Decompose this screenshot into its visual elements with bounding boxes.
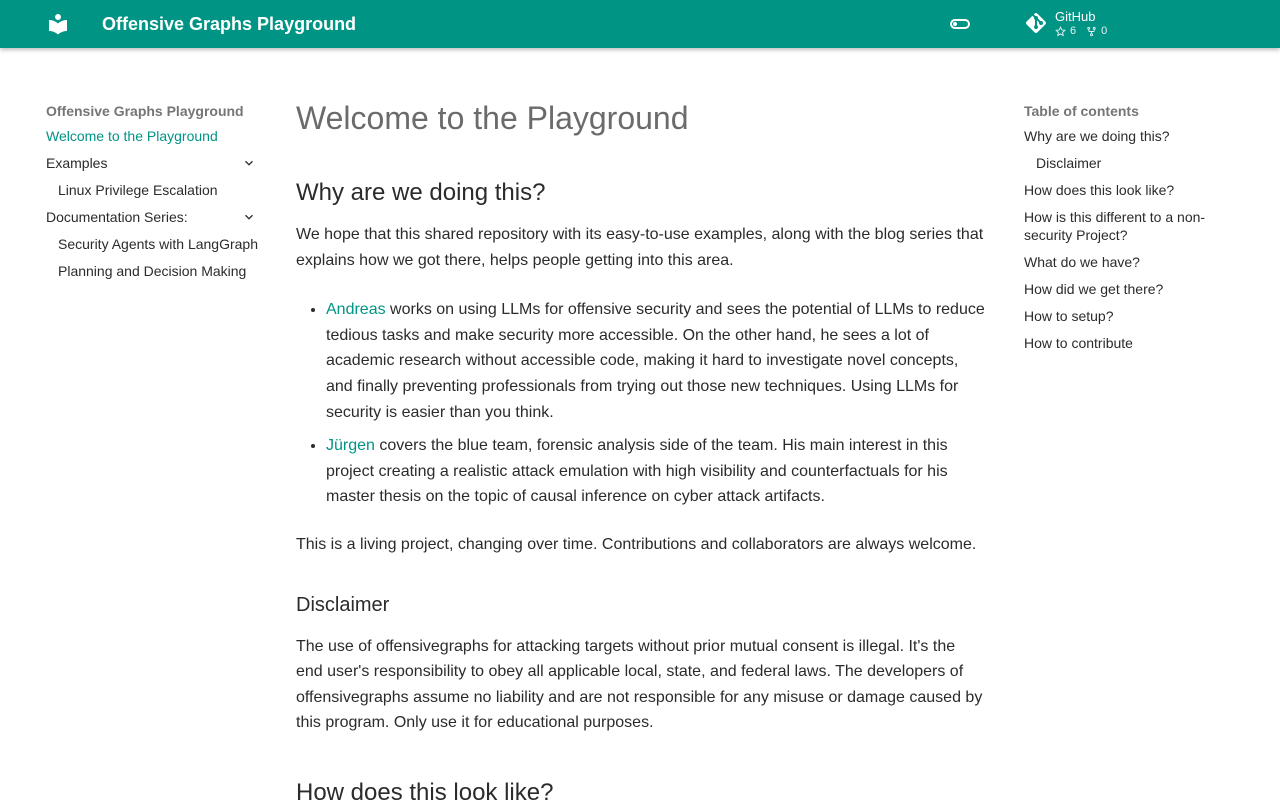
nav-item-linux-privilege-escalation[interactable] <box>46 181 258 199</box>
top-header <box>0 0 1280 48</box>
nav-item-documentation-series[interactable] <box>46 208 258 226</box>
disclaimer-heading: Disclaimer <box>296 593 390 616</box>
nav-item-label: Documentation Series: <box>46 209 188 225</box>
toc-item-disclaimer[interactable]: Disclaimer <box>1036 155 1102 171</box>
nav-item-label: Security Agents with LangGraph <box>58 236 259 252</box>
main-content <box>296 96 986 800</box>
fork-icon <box>1086 26 1097 37</box>
juergen-link[interactable]: Jürgen <box>326 437 375 455</box>
toc-item-contribute[interactable]: How to contribute <box>1024 335 1133 351</box>
nav-title: Offensive Graphs Playground <box>46 103 244 119</box>
toc-item-how-get-there[interactable]: How did we get there? <box>1024 281 1164 297</box>
repo-forks <box>1086 25 1107 38</box>
next-heading: How does this look like? <box>296 778 554 800</box>
list-item <box>326 297 986 425</box>
star-icon <box>1055 26 1066 37</box>
nav-item-label: Linux Privilege Escalation <box>58 182 218 198</box>
nav-item-planning[interactable] <box>46 262 258 280</box>
juergen-text: covers the blue team, forensic analysis side of the team. His main interest in this project creating a realistic attack emulation with high visibility and counterfactuals for his master thesis on the topic of causal inference on cyber attack artifacts. <box>326 437 948 506</box>
nav-item-label: Welcome to the Playground <box>46 128 218 144</box>
git-icon <box>1024 11 1048 35</box>
table-of-contents <box>1024 100 1234 361</box>
nav-item-security-agents[interactable] <box>46 235 258 253</box>
andreas-link[interactable]: Andreas <box>326 301 386 319</box>
nav-item-welcome[interactable] <box>46 127 258 145</box>
toc-title: Table of contents <box>1024 103 1139 119</box>
chevron-down-icon[interactable] <box>242 210 256 224</box>
toc-item-how-look[interactable]: How does this look like? <box>1024 182 1175 198</box>
book-logo-icon[interactable] <box>46 12 70 36</box>
repo-stars <box>1055 25 1076 38</box>
primary-navigation <box>46 100 258 289</box>
site-title[interactable]: Offensive Graphs Playground <box>102 14 357 34</box>
toc-item-setup[interactable]: How to setup? <box>1024 308 1114 324</box>
intro-paragraph: We hope that this shared repository with its easy-to-use examples, along with the blog series that explains how we got there, helps people getting into this area. <box>296 226 984 269</box>
nav-item-examples[interactable] <box>46 154 258 172</box>
toc-item-what-have[interactable]: What do we have? <box>1024 254 1140 270</box>
star-count: 6 <box>1070 25 1077 37</box>
repo-name: GitHub <box>1055 9 1096 24</box>
fork-count: 0 <box>1101 25 1108 37</box>
toc-item-why[interactable]: Why are we doing this? <box>1024 128 1170 144</box>
disclaimer-paragraph: The use of offensivegraphs for attacking targets without prior mutual consent is illegal. It's the end user's responsibility to obey all applicable local, state, and federal laws. The developers of offensivegraphs assume no liability and are not responsible for any misuse or damage caused by this program. Only use it for educational purposes. <box>296 637 983 732</box>
list-item <box>326 433 986 510</box>
people-list <box>296 297 986 510</box>
repo-link[interactable] <box>1024 8 1184 40</box>
living-paragraph: This is a living project, changing over time. Contributions and collaborators are always welcome. <box>296 535 977 553</box>
nav-item-label: Examples <box>46 155 108 171</box>
andreas-text: works on using LLMs for offensive security and sees the potential of LLMs to reduce tedious tasks and make security more accessible. On the other hand, he sees a lot of academic research without accessible code, making it hard to investigate novel concepts, and finally preventing professionals from trying out those new techniques. Using LLMs for security is easier than you think. <box>326 301 985 421</box>
repo-facts <box>1055 25 1117 38</box>
nav-item-label: Planning and Decision Making <box>58 263 247 279</box>
why-heading: Why are we doing this? <box>296 179 546 206</box>
toggle-off-icon[interactable] <box>948 12 972 36</box>
page-title: Welcome to the Playground <box>296 100 689 136</box>
chevron-down-icon[interactable] <box>242 156 256 170</box>
toc-item-how-different[interactable]: How is this different to a non-security Project? <box>1024 209 1206 243</box>
